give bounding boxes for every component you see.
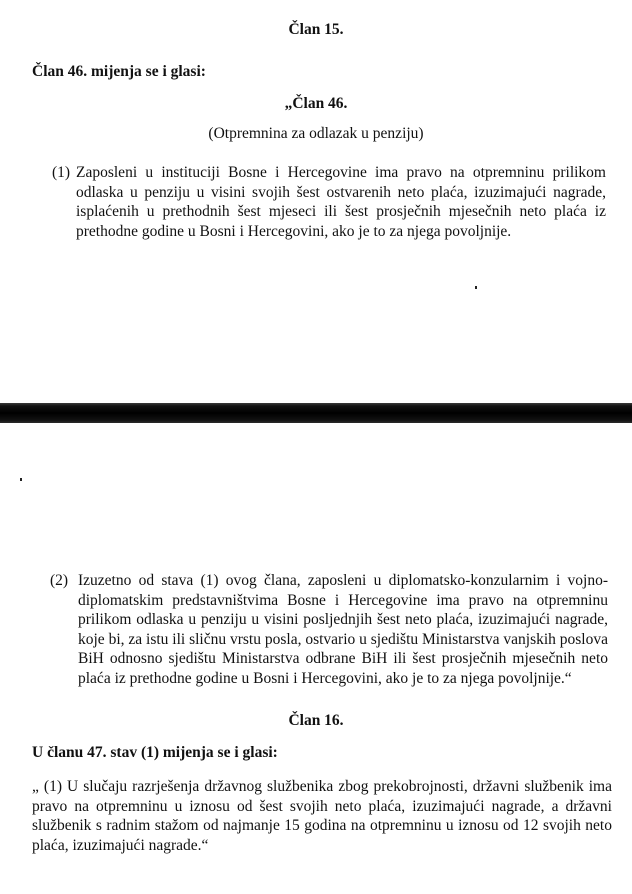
article-47-paragraph-1: „ (1) U slučaju razrješenja državnog službenika zbog prekobrojnosti, državni službenik ima pravo na otpremninu u iznosu od šest svojih neto plaća, izuzimajući nagrade, a državni službenik s radnim stažom od najmanje 15 godina na otpremninu u iznosu od 12 svojih neto plaća, izuzimajući nagrade.“ (32, 778, 612, 854)
scan-speck (475, 286, 477, 289)
page-break-divider (0, 403, 632, 423)
paragraph-number: (2) (50, 572, 69, 589)
paragraph-text: Izuzetno od stava (1) ovog člana, zaposleni u diplomatsko-konzularnim i vojno-diplomatskim predstavništvima Bosne i Hercegovine ima pravo na otpremninu prilikom odlaska u penziju u visini posljednjih šest neto plaća, izuzimajući nagrade, koje bi, za istu ili sličnu vrstu posla, ostvario u sjedištu Ministarstva vanjskih poslova BiH odnosno sjedištu Ministarstva odbrane BiH ili šest prosječnih mjesečnih neto plaća iz prethodne godine u Bosni i Hercegovini, ako je to za njega povoljnije.“ (78, 572, 608, 687)
clan-15-intro: Član 46. mijenja se i glasi: (32, 63, 206, 80)
clan-15-heading: Član 15. (288, 21, 344, 38)
paragraph-number: (1) (52, 164, 71, 181)
clan-16-heading: Član 16. (288, 712, 344, 729)
article-46-paragraph-1 (52, 163, 612, 241)
scan-speck (20, 478, 22, 481)
clan-16-intro: U članu 47. stav (1) mijenja se i glasi: (32, 744, 278, 761)
paragraph-text: Zaposleni u instituciji Bosne i Hercegovine ima pravo na otpremninu prilikom odlaska u penziju u visini svojih šest ostvarenih neto plaća, izuzimajući nagrade, isplaćenih u prethodnih šest mjeseci ili šest prosječnih mjesečnih neto plaća iz prethodne godine u Bosni i Hercegovini, ako je to za njega povoljnije. (76, 164, 606, 240)
article-46-subtitle: (Otpremnina za odlazak u penziju) (208, 125, 424, 142)
article-46-paragraph-2 (50, 571, 612, 688)
article-46-heading: „Član 46. (284, 95, 348, 112)
